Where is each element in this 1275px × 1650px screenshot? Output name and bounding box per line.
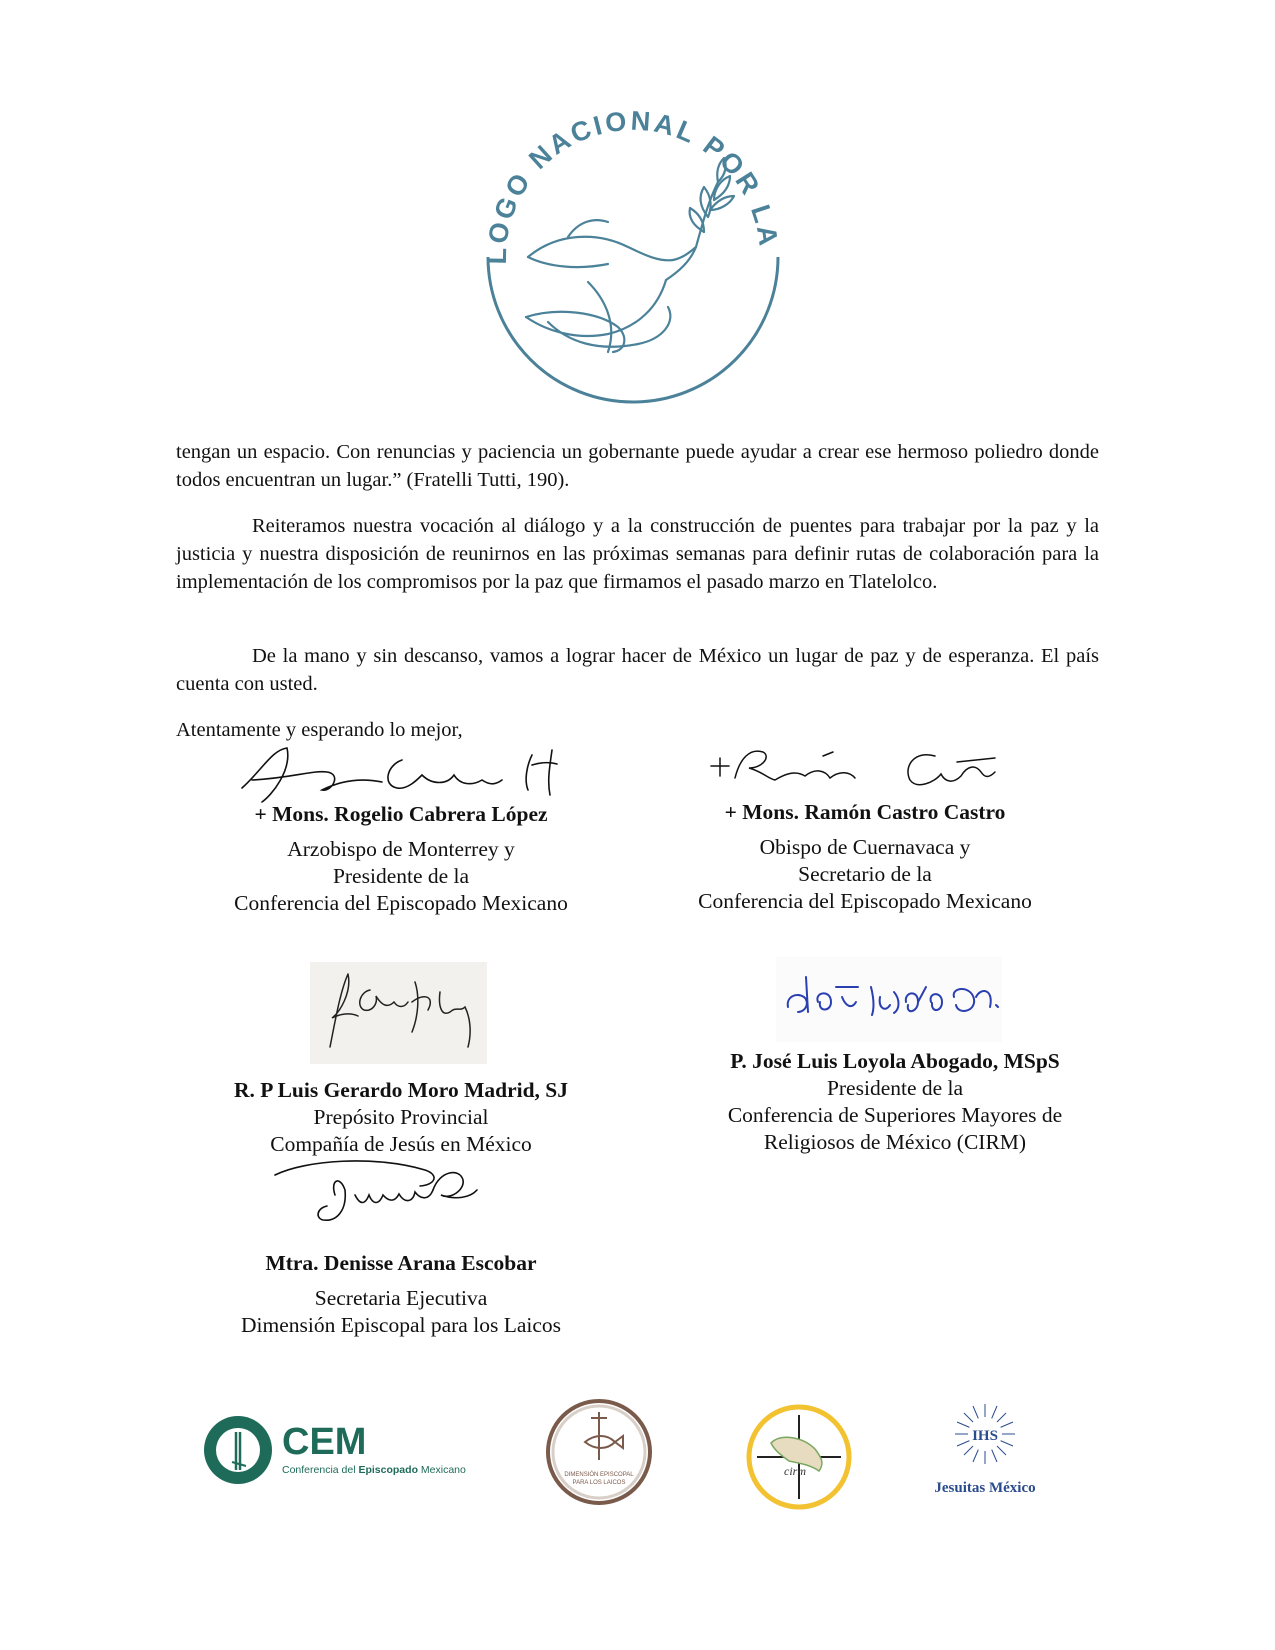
logo-arc-text: DIÁLOGO NACIONAL POR LA PAZ <box>456 58 785 265</box>
jesuitas-mexico-logo <box>925 1400 1045 1508</box>
signatory-title: Secretaria Ejecutiva <box>314 1286 488 1310</box>
scanned-signature <box>776 957 1002 1042</box>
signatory-title: Arzobispo de Monterrey y <box>287 837 515 861</box>
svg-text:CEM: CEM <box>282 1421 367 1463</box>
svg-text:PARA LOS LAICOS: PARA LOS LAICOS <box>572 1480 626 1486</box>
signatory-loyola <box>690 1048 1100 1156</box>
signatory-title: Conferencia de Superiores Mayores de <box>727 1103 1063 1127</box>
closing-line: Atentamente y esperando lo mejor, <box>176 719 463 741</box>
signatory-title: Prepósito Provincial <box>313 1105 489 1129</box>
signatory-title: Religiosos de México (CIRM) <box>763 1130 1027 1154</box>
signatory-name: + Mons. Rogelio Cabrera López <box>254 802 548 826</box>
signatory-title: Presidente de la <box>332 864 470 888</box>
svg-text:Conferencia del Episcopado Mex: Conferencia del Episcopado Mexicano <box>282 1464 466 1476</box>
svg-text:IHS: IHS <box>972 1428 998 1444</box>
signatory-title: Dimensión Episcopal para los Laicos <box>240 1313 562 1337</box>
svg-text:Jesuitas México: Jesuitas México <box>934 1480 1036 1496</box>
signatory-name: P. José Luis Loyola Abogado, MSpS <box>730 1049 1060 1073</box>
signatory-moro <box>196 1077 606 1158</box>
signatory-name: R. P Luis Gerardo Moro Madrid, SJ <box>233 1078 569 1102</box>
scanned-signature <box>310 962 487 1064</box>
signatory-title: Secretario de la <box>798 862 932 886</box>
svg-text:cirm: cirm <box>784 1464 806 1478</box>
handwritten-signature <box>705 738 1005 798</box>
cem-logo <box>200 1410 470 1490</box>
dove-with-olive-branch-icon <box>526 158 734 352</box>
dialogo-nacional-logo <box>456 58 798 432</box>
cirm-logo <box>745 1403 853 1511</box>
signatory-castro <box>660 799 1070 915</box>
paragraph-dialogue: Reiteramos nuestra vocación al diálogo y a la construcción de puentes para trabajar por la paz y la justicia y nuestra disposición de reunirnos en las próximas semanas para definir rutas de colaboración para la implementación de los compromisos por la paz que firmamos el pasado marzo en Tlatelolco. <box>176 515 1099 593</box>
signatory-name: Mtra. Denisse Arana Escobar <box>265 1251 537 1275</box>
dimension-episcopal-logo <box>545 1398 653 1506</box>
handwritten-signature <box>232 740 572 810</box>
signatory-title: Presidente de la <box>826 1076 964 1100</box>
paragraph-hope: De la mano y sin descanso, vamos a lograr hacer de México un lugar de paz y de esperanza. El país cuenta con usted. <box>176 645 1099 695</box>
signatory-title: Compañía de Jesús en México <box>270 1132 532 1156</box>
signatory-cabrera <box>196 801 606 917</box>
svg-text:DIMENSIÓN EPISCOPAL: DIMENSIÓN EPISCOPAL <box>564 1472 634 1478</box>
signatory-name: + Mons. Ramón Castro Castro <box>724 800 1006 824</box>
signatory-title: Conferencia del Episcopado Mexicano <box>234 891 568 915</box>
handwritten-signature <box>265 1150 485 1230</box>
signatory-arana <box>196 1250 606 1339</box>
paragraph-continuation: tengan un espacio. Con renuncias y paciencia un gobernante puede ayudar a crear ese hermoso poliedro donde todos encuentran un lugar.” (Fratelli Tutti, 190). <box>176 441 1099 491</box>
signatory-title: Conferencia del Episcopado Mexicano <box>698 889 1032 913</box>
signatory-title: Obispo de Cuernavaca y <box>759 835 971 859</box>
